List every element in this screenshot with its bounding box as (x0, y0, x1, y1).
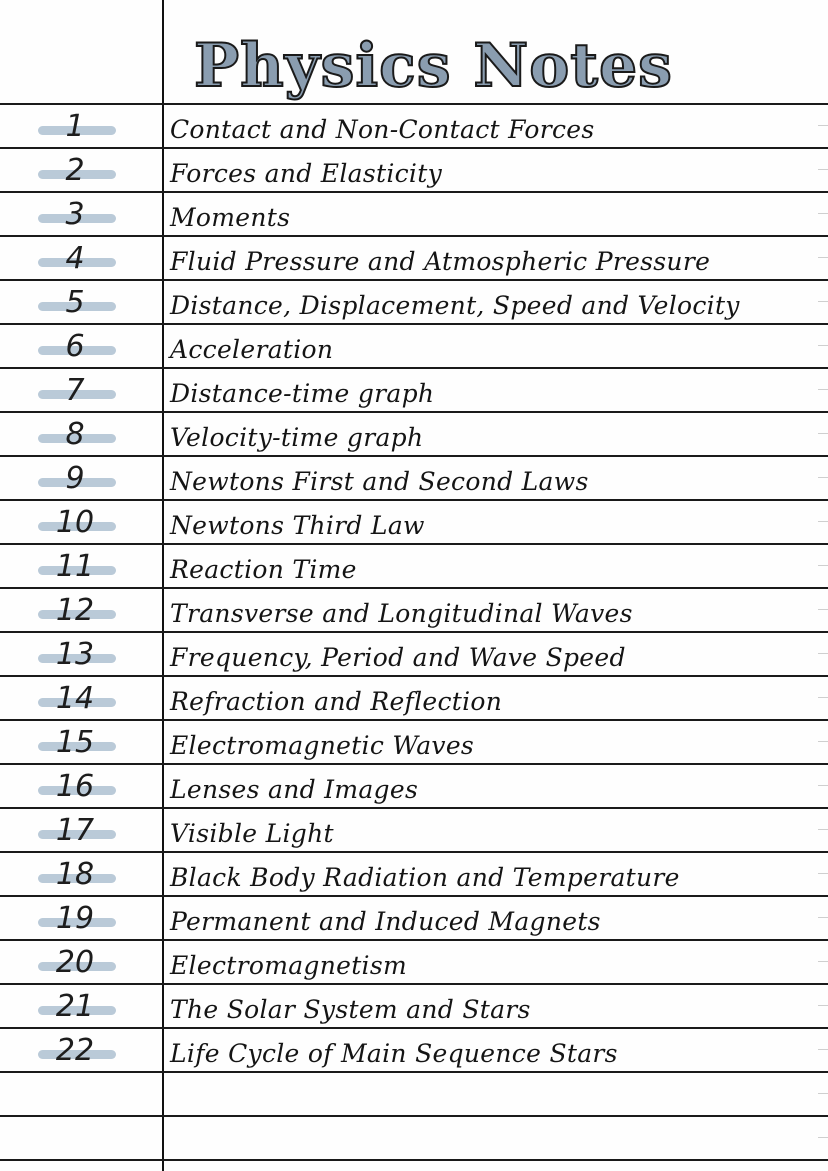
topic-title: Newtons First and Second Laws (170, 467, 589, 496)
list-item (0, 852, 828, 896)
topic-title: Newtons Third Law (170, 511, 425, 540)
topic-number-box (20, 720, 130, 764)
list-item (0, 764, 828, 808)
list-item (0, 456, 828, 500)
topic-number: 16 (55, 769, 95, 804)
topic-number: 12 (55, 593, 95, 628)
topic-title: Acceleration (170, 335, 334, 364)
list-item (0, 192, 828, 236)
topic-number: 21 (55, 989, 95, 1024)
topic-number-box (20, 456, 130, 500)
topic-title: Lenses and Images (170, 775, 419, 804)
topic-number-box (20, 500, 130, 544)
topic-number: 11 (55, 549, 95, 584)
topic-number: 14 (55, 681, 95, 716)
topic-number-box (20, 192, 130, 236)
topic-number: 17 (55, 813, 95, 848)
topic-number: 22 (55, 1033, 95, 1068)
topic-number-box (20, 280, 130, 324)
topic-number-box (20, 544, 130, 588)
topic-number-box (20, 236, 130, 280)
topic-title: Electromagnetic Waves (170, 731, 475, 760)
topic-number-box (20, 104, 130, 148)
topic-number-box (20, 940, 130, 984)
topic-number-box (20, 984, 130, 1028)
topic-number-box (20, 676, 130, 720)
list-item (0, 500, 828, 544)
topic-title: Black Body Radiation and Temperature (170, 863, 680, 892)
list-item (0, 412, 828, 456)
topic-title: Visible Light (170, 819, 334, 848)
topic-number: 19 (55, 901, 95, 936)
list-item (0, 236, 828, 280)
list-item (0, 104, 828, 148)
topic-title: Life Cycle of Main Sequence Stars (170, 1039, 618, 1068)
list-item (0, 1028, 828, 1072)
topic-title: Forces and Elasticity (170, 159, 442, 188)
topic-title: Permanent and Induced Magnets (170, 907, 601, 936)
topic-number-box (20, 324, 130, 368)
topic-number: 5 (65, 285, 85, 320)
topic-title: Electromagnetism (170, 951, 407, 980)
topic-number-box (20, 412, 130, 456)
topic-title: Contact and Non-Contact Forces (170, 115, 595, 144)
topic-number-box (20, 896, 130, 940)
topic-number-box (20, 1028, 130, 1072)
topic-number: 6 (65, 329, 85, 364)
list-item (0, 984, 828, 1028)
list-item (0, 940, 828, 984)
topic-title: Refraction and Reflection (170, 687, 503, 716)
topic-number-box (20, 148, 130, 192)
list-item (0, 632, 828, 676)
topic-title: Frequency, Period and Wave Speed (170, 643, 626, 672)
list-item (0, 896, 828, 940)
topic-number: 7 (65, 373, 85, 408)
list-item (0, 280, 828, 324)
topic-number-box (20, 588, 130, 632)
topic-number: 8 (65, 417, 85, 452)
topic-number: 3 (65, 197, 85, 232)
list-item (0, 368, 828, 412)
topic-number: 1 (65, 109, 85, 144)
topic-number: 15 (55, 725, 95, 760)
list-item (0, 148, 828, 192)
topic-title: The Solar System and Stars (170, 995, 531, 1024)
list-item (0, 324, 828, 368)
list-item (0, 676, 828, 720)
topic-number-box (20, 808, 130, 852)
list-item (0, 544, 828, 588)
topic-number-box (20, 368, 130, 412)
topic-number: 18 (55, 857, 95, 892)
topic-title: Moments (170, 203, 291, 232)
list-item (0, 720, 828, 764)
ruled-line (0, 1115, 828, 1117)
topic-title: Fluid Pressure and Atmospheric Pressure (170, 247, 711, 276)
topic-number: 10 (55, 505, 95, 540)
topic-number: 4 (65, 241, 85, 276)
topic-title: Distance, Displacement, Speed and Velocity (170, 291, 740, 320)
topic-number: 20 (55, 945, 95, 980)
topic-number-box (20, 764, 130, 808)
page-edge-tick (818, 1137, 828, 1138)
topic-title: Velocity-time graph (170, 423, 424, 452)
topic-number-box (20, 632, 130, 676)
list-item (0, 588, 828, 632)
topic-title: Distance-time graph (170, 379, 435, 408)
page-title: Physics Notes (194, 31, 673, 101)
page-edge-tick (818, 1093, 828, 1094)
ruled-line (0, 1159, 828, 1161)
topic-number: 13 (55, 637, 95, 672)
topic-number-box (20, 852, 130, 896)
topic-title: Transverse and Longitudinal Waves (170, 599, 633, 628)
list-item (0, 808, 828, 852)
topic-number: 2 (65, 153, 85, 188)
topic-number: 9 (65, 461, 85, 496)
topic-title: Reaction Time (170, 555, 357, 584)
